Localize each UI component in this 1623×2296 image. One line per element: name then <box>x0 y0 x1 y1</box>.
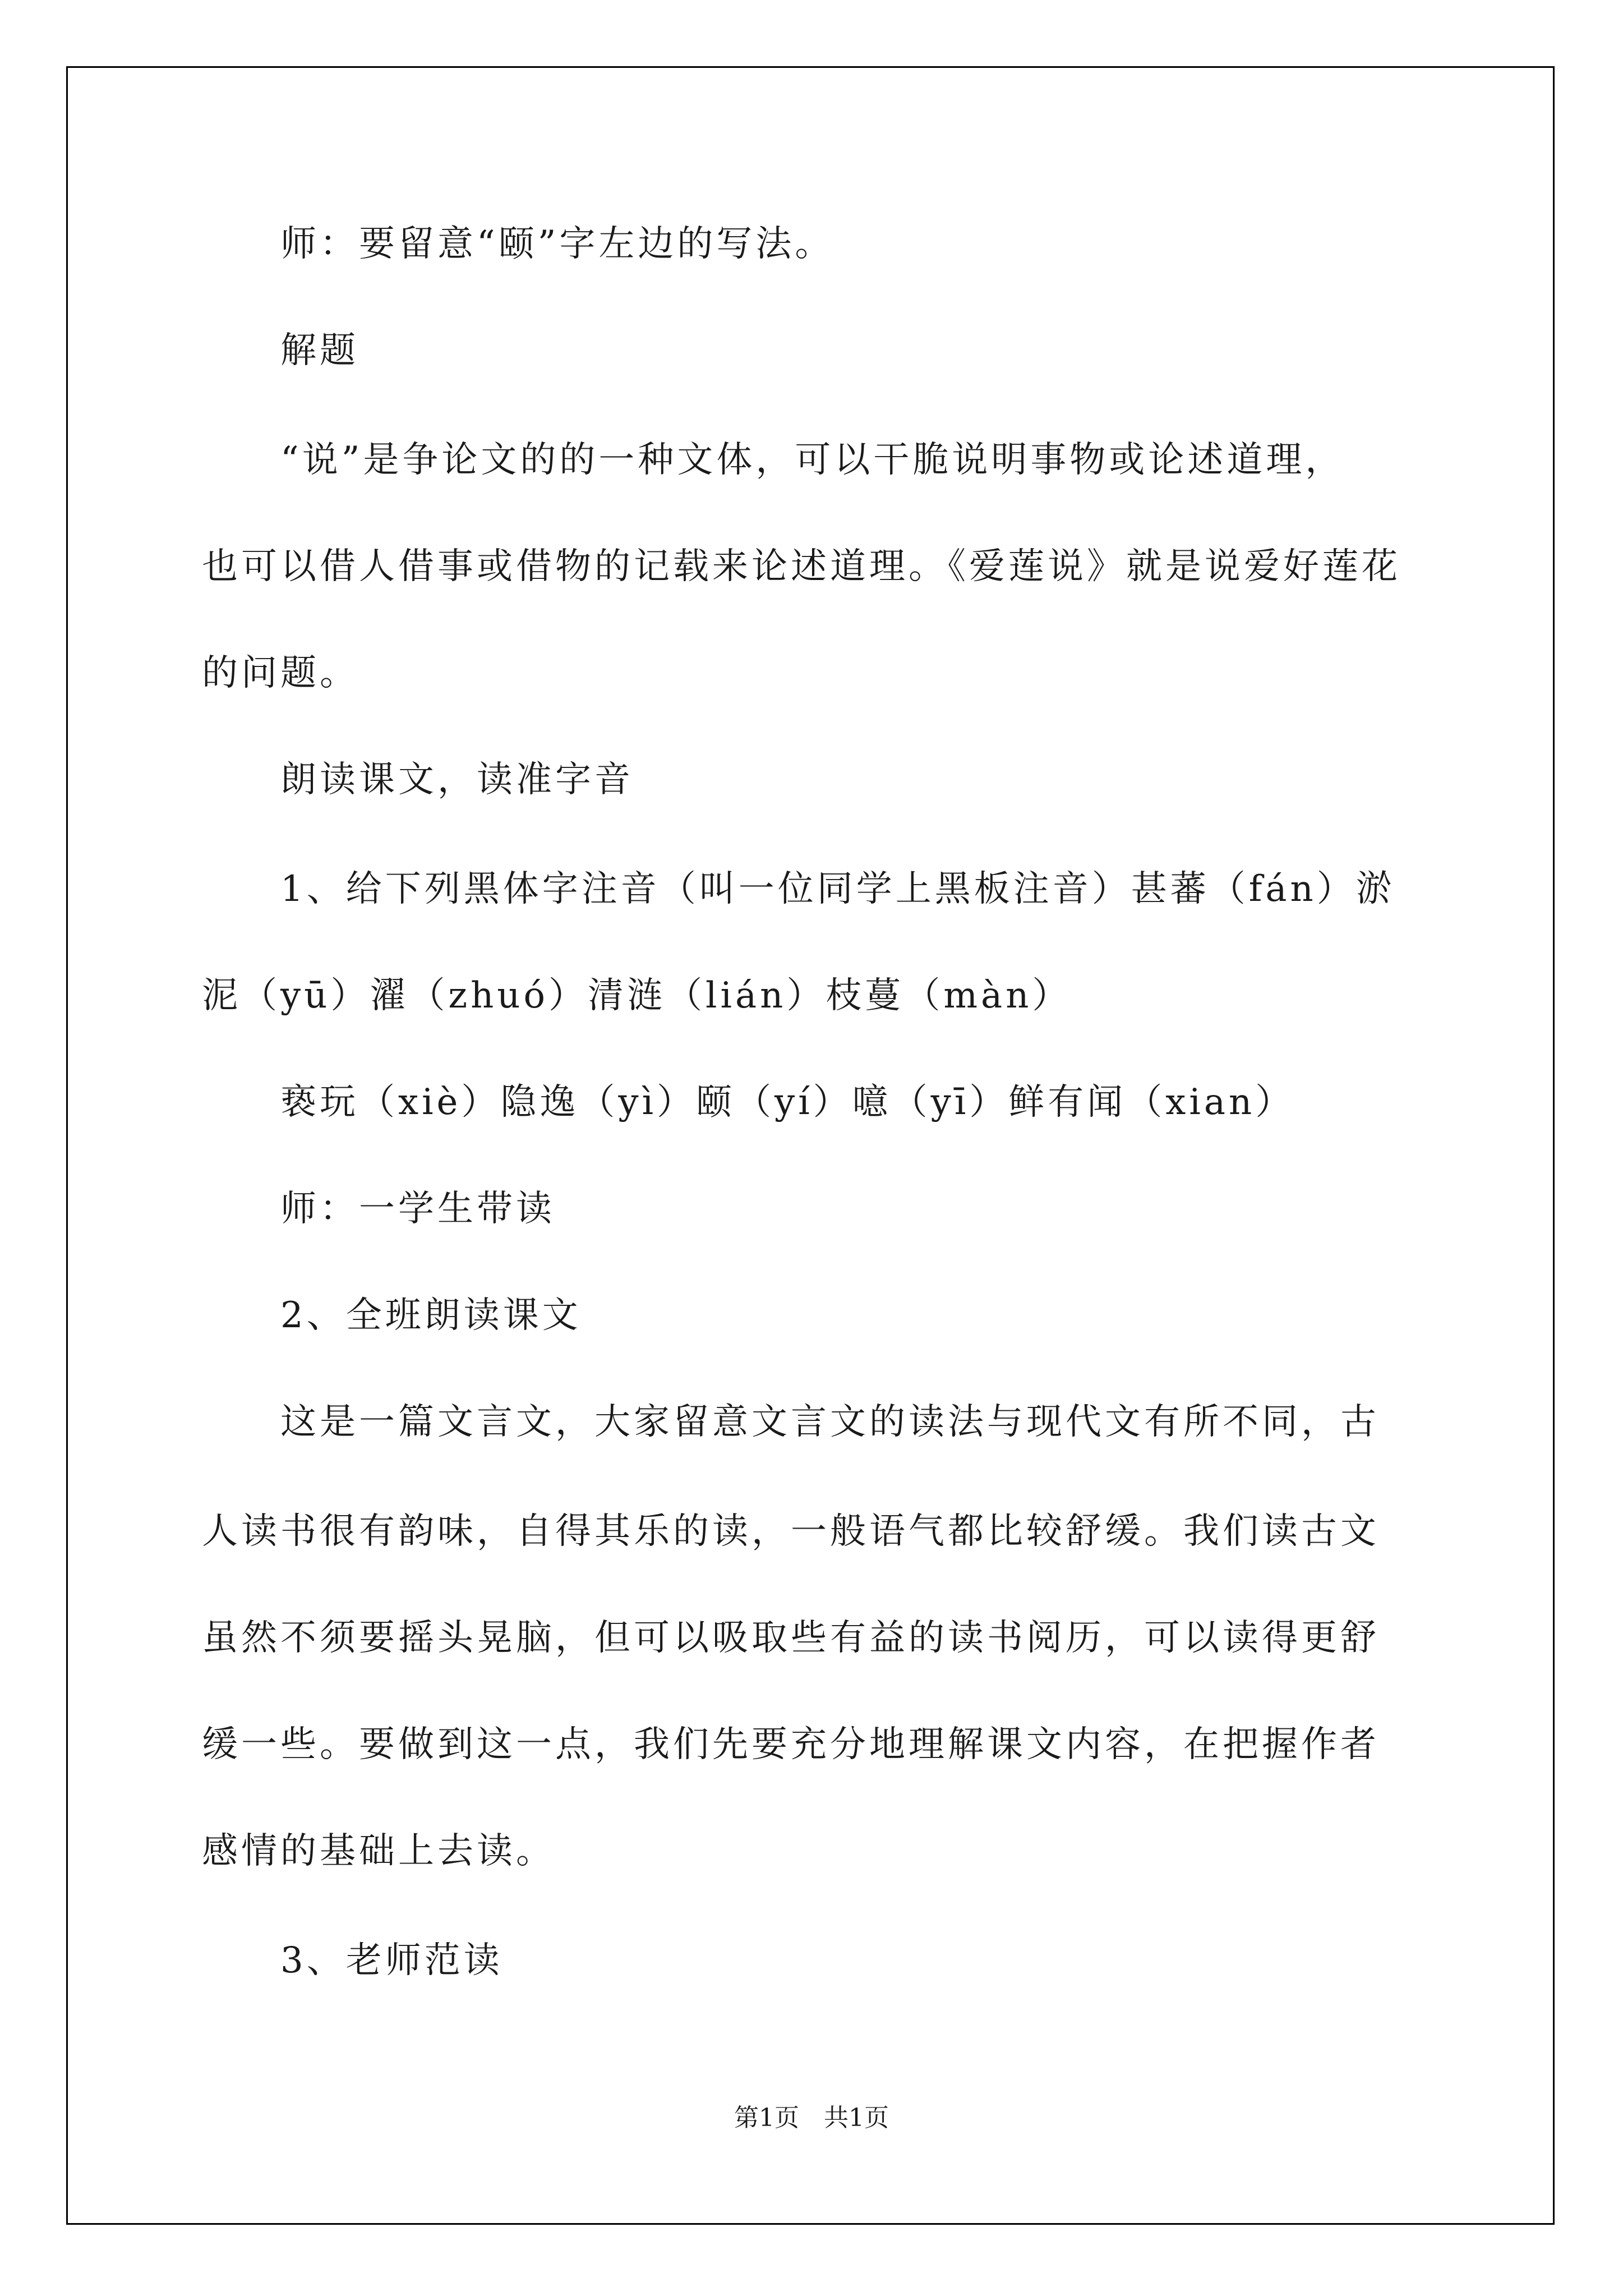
section-heading: 朗读课文，读准字音 <box>280 759 634 800</box>
text-line: 虽然不须要摇头晃脑，但可以吸取些有益的读书阅历，可以读得更舒 <box>202 1617 1380 1659</box>
text-line: 的问题。 <box>202 652 359 694</box>
text-line: 也可以借人借事或借物的记载来论述道理。《爱莲说》就是说爱好莲花 <box>202 546 1401 587</box>
text-line: “说”是争论文的的一种文体，可以干脆说明事物或论述道理， <box>280 439 1345 481</box>
text-line: 师：一学生带读 <box>280 1188 555 1230</box>
section-heading: 解题 <box>280 330 359 371</box>
text-line: 泥（yū）濯（zhuó）清涟（lián）枝蔓（màn） <box>202 975 1072 1016</box>
page-border <box>66 66 1555 2225</box>
text-line: 3、老师范读 <box>280 1940 503 1981</box>
text-line: 1、给下列黑体字注音（叫一位同学上黑板注音）甚蕃（fán）淤 <box>280 868 1395 910</box>
page-footer: 第1页 共1页 <box>734 2104 889 2132</box>
text-line: 感情的基础上去读。 <box>202 1830 555 1872</box>
text-line: 师：要留意“颐”字左边的写法。 <box>280 223 834 265</box>
text-line: 亵玩（xiè）隐逸（yì）颐（yí）噫（yī）鲜有闻（xian） <box>280 1082 1295 1123</box>
text-line: 这是一篇文言文，大家留意文言文的读法与现代文有所不同，古 <box>280 1401 1380 1443</box>
text-line: 缓一些。要做到这一点，我们先要充分地理解课文内容，在把握作者 <box>202 1724 1380 1765</box>
text-line: 2、全班朗读课文 <box>280 1295 582 1336</box>
text-line: 人读书很有韵味，自得其乐的读，一般语气都比较舒缓。我们读古文 <box>202 1511 1380 1552</box>
